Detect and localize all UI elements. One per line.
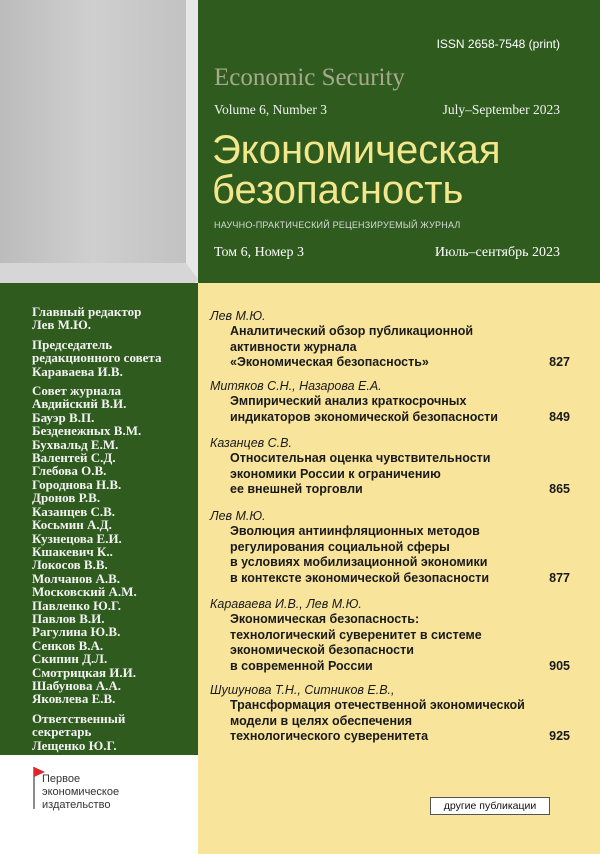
article-entry[interactable] (210, 379, 570, 425)
board-member: Бауэр В.П. (32, 409, 95, 425)
board-member: Павлов В.И. (32, 610, 105, 626)
board-member: Караваева И.В. (32, 363, 123, 379)
article-title-line: модели в целях обеспечения (230, 713, 413, 728)
article-title-line: в контексте экономической безопасности (230, 570, 490, 585)
board-member: Глебова О.В. (32, 463, 107, 479)
article-page-number: 849 (549, 409, 570, 424)
board-member: Безденежных В.М. (32, 423, 142, 439)
article-title-line: технологический суверенитет в системе (230, 627, 482, 642)
article-page-number: 827 (549, 355, 570, 369)
article-authors: Лев М.Ю. (210, 509, 266, 523)
publisher-name-line3: издательство (42, 799, 111, 811)
article-title-line: экономики России к ограничению (230, 466, 441, 481)
article-title (230, 698, 570, 745)
table-of-contents (198, 283, 600, 854)
issn: ISSN 2658-7548 (print) (436, 37, 560, 51)
board-member: Валентей С.Д. (32, 450, 116, 466)
article-title-line: Эмпирический анализ краткосрочных (230, 394, 467, 408)
article-authors: Митяков С.Н., Назарова Е.А. (210, 379, 382, 393)
board-member: Лещенко Ю.Г. (32, 737, 117, 753)
decorative-ribbon (0, 0, 186, 283)
article-title-line: Аналитический обзор публикационной (230, 324, 474, 338)
publisher-name-line2: экономическое (42, 786, 120, 798)
article-title-line: индикаторов экономической безопасности (230, 409, 498, 424)
board-member: секретарь (32, 724, 92, 740)
article-entry[interactable] (210, 597, 570, 674)
article-authors: Лев М.Ю. (210, 309, 266, 323)
board-member: Сенков В.А. (32, 637, 104, 653)
article-authors: Караваева И.В., Лев М.Ю. (210, 597, 362, 611)
article-title-line: Относительная оценка чувствительности (230, 451, 491, 465)
board-member: Лев М.Ю. (32, 317, 92, 333)
volume-number-ru: Том 6, Номер 3 (214, 245, 305, 260)
board-member: Московский А.М. (32, 584, 137, 600)
article-title-line: регулирования социальной сферы (230, 539, 450, 554)
board-block (32, 338, 198, 378)
board-member: Бухвальд Е.М. (32, 436, 119, 452)
board-member: Яковлева Е.В. (32, 691, 116, 707)
article-title-line: ее внешней торговли (230, 482, 363, 496)
board-block (32, 384, 198, 706)
article-title (230, 394, 570, 425)
board-role: Главный редактор (32, 304, 142, 319)
board-block (32, 712, 198, 752)
board-member: Молчанов А.В. (32, 570, 121, 586)
board-block (32, 305, 198, 332)
article-authors: Шушунова Т.Н., Ситников Е.В., (210, 683, 395, 697)
article-entry[interactable] (210, 309, 570, 371)
journal-subtitle: НАУЧНО-ПРАКТИЧЕСКИЙ РЕЦЕНЗИРУЕМЫЙ ЖУРНАЛ (214, 220, 461, 230)
article-title-line: технологического суверенитета (230, 729, 429, 743)
article-page-number: 905 (549, 658, 570, 673)
article-title-line: в условиях мобилизационной экономики (230, 555, 488, 569)
board-member: Дронов Р.В. (32, 490, 101, 506)
journal-title-ru-line2: безопасность (212, 168, 464, 212)
article-page-number: 865 (549, 482, 570, 496)
editorial-board (0, 283, 198, 755)
board-member: Локосов В.В. (32, 557, 108, 573)
issue-date-en: July–September 2023 (442, 102, 560, 117)
article-title-line: «Экономическая безопасность» (230, 355, 429, 369)
article-page-number: 877 (549, 570, 570, 585)
board-role: Совет журнала (32, 383, 122, 399)
other-publications-button[interactable]: другие публикации (430, 797, 550, 815)
board-member: редакционного совета (32, 350, 162, 366)
article-entry[interactable] (210, 509, 570, 586)
article-page-number: 925 (549, 729, 570, 743)
article-entry[interactable] (210, 436, 570, 498)
journal-title-ru (212, 130, 592, 210)
board-member: Косьмин А.Д. (32, 517, 112, 533)
article-title (230, 451, 570, 498)
publisher-name-line1: Первое (42, 773, 81, 785)
article-entry[interactable] (210, 683, 570, 745)
article-title-line: экономической безопасности (230, 643, 414, 657)
issue-date-ru: Июль–сентябрь 2023 (434, 245, 560, 260)
board-member: Смотрицкая И.И. (32, 664, 136, 680)
journal-title-ru-line1: Экономическая (212, 128, 501, 172)
volume-number-en: Volume 6, Number 3 (214, 102, 327, 117)
board-member: Рагулина Ю.В. (32, 624, 121, 640)
publisher-block (0, 755, 198, 854)
board-member: Авдийский В.И. (32, 396, 127, 412)
article-title-line: в современной России (230, 658, 373, 673)
article-authors: Казанцев С.В. (210, 436, 292, 450)
article-title-line: Экономическая безопасность: (230, 612, 420, 626)
board-member: Городнова Н.В. (32, 476, 122, 492)
journal-title-en: Economic Security (214, 64, 405, 91)
board-member: Скипин Д.Л. (32, 651, 108, 667)
board-member: Кшакевич К.. (32, 543, 113, 559)
article-title-line: Эволюция антиинфляционных методов (230, 524, 480, 538)
board-role: Председатель (32, 336, 113, 352)
board-member: Шабунова А.А. (32, 677, 121, 693)
board-member: Казанцев С.В. (32, 503, 116, 519)
board-member: Кузнецова Е.И. (32, 530, 122, 546)
board-member: Павленко Ю.Г. (32, 597, 122, 613)
article-title (230, 324, 570, 371)
article-title-line: активности журнала (230, 339, 357, 354)
article-title (230, 612, 570, 674)
board-role: Ответственный (32, 710, 126, 726)
article-title (230, 524, 570, 586)
article-title-line: Трансформация отечественной экономической (230, 698, 525, 712)
